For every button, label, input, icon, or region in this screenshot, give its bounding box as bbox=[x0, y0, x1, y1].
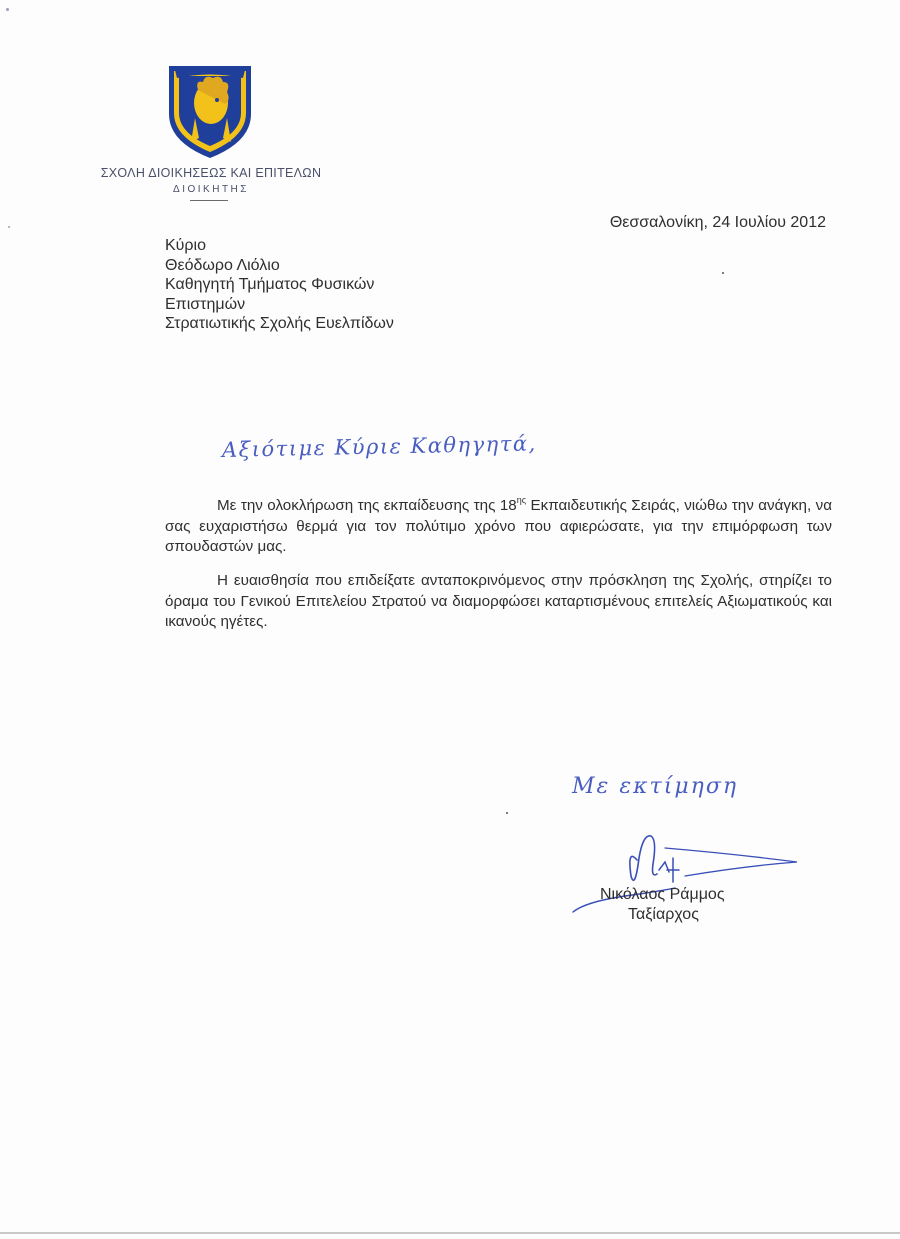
scan-artifact bbox=[8, 226, 10, 228]
date-line: Θεσσαλονίκη, 24 Ιουλίου 2012 bbox=[609, 214, 826, 231]
recipient-line: Στρατιωτικής Σχολής Ευελπίδων bbox=[165, 315, 394, 332]
paragraph-text: Η ευαισθησία που επιδείξατε ανταποκρινόμενος στην πρόσκληση της Σχολής, στηρίζει το όραμα του Γενικού Επιτελείου Στρατού να διαμορφώσει καταρτισμένους επιτελείς Αξιωματικούς και ικανούς ηγέτες. bbox=[165, 572, 832, 630]
recipient-line: Κύριο bbox=[165, 237, 206, 254]
paragraph-text: Με την ολοκλήρωση της εκπαίδευσης της 18 bbox=[217, 497, 517, 514]
ordinal-suffix: ης bbox=[516, 495, 527, 505]
scan-artifact bbox=[722, 272, 724, 274]
body-paragraph bbox=[165, 571, 832, 633]
scan-artifact bbox=[506, 812, 508, 814]
school-name: ΣΧΟΛΗ ΔΙΟΙΚΗΣΕΩΣ ΚΑΙ ΕΠΙΤΕΛΩΝ bbox=[100, 166, 322, 180]
handwritten-salutation: Αξιότιμε Κύριε Καθηγητά, bbox=[221, 431, 537, 462]
recipient-line: Επιστημών bbox=[165, 295, 246, 313]
recipient-block bbox=[165, 236, 394, 334]
recipient-line: Θεόδωρο Λιόλιο bbox=[165, 256, 280, 274]
signer-name: Νικόλαος Ράμμος bbox=[600, 886, 725, 903]
scan-artifact bbox=[6, 8, 9, 11]
handwritten-closing: Με εκτίμηση bbox=[572, 774, 739, 799]
signer-rank: Ταξίαρχος bbox=[628, 906, 699, 923]
office-title: ΔΙΟΙΚΗΤΗΣ bbox=[173, 184, 249, 195]
army-school-emblem-icon bbox=[165, 60, 255, 160]
paragraph-text: Εκπαιδευτικής Σειράς, νιώθω την ανάγκη, να σας ευχαριστήσω θερμά για τον πολύτιμο χρόνο που αφιερώσατε, για την επιμόρφωση των σπουδαστών μας. bbox=[165, 497, 832, 555]
page-edge bbox=[0, 1232, 900, 1234]
body-paragraph bbox=[165, 490, 832, 558]
office-underline bbox=[190, 200, 228, 201]
recipient-line: Καθηγητή Τμήματος Φυσικών bbox=[165, 276, 375, 293]
